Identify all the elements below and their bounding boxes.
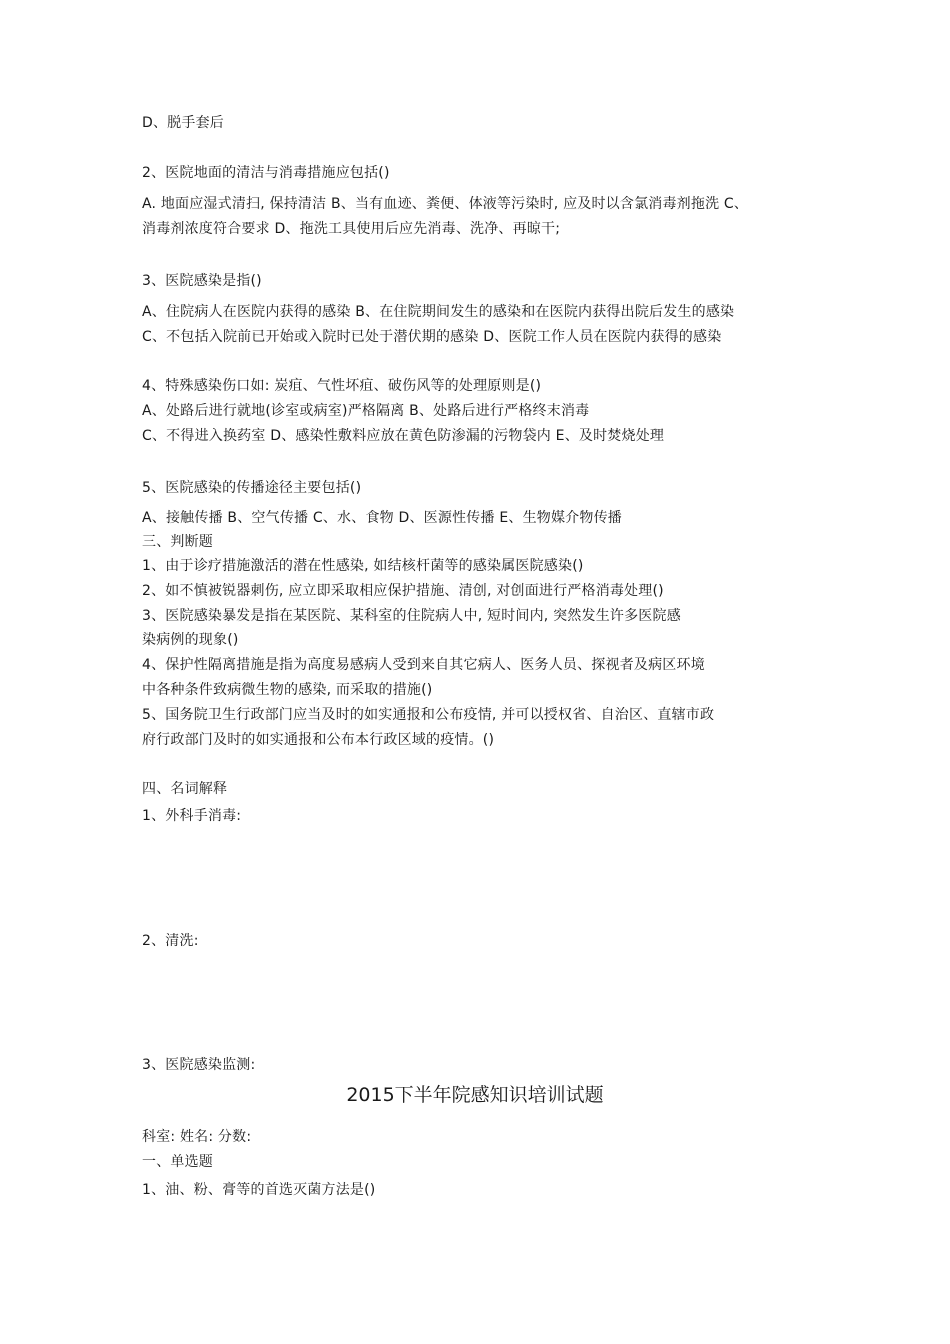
judge-line: 染病例的现象() (142, 632, 239, 648)
judge-line: 中各种条件致病微生物的感染, 而采取的措施() (142, 682, 433, 698)
judge-line: 1、由于诊疗措施激活的潜在性感染, 如结核杆菌等的感染属医院感染() (142, 558, 584, 574)
q5-options-line1: A、接触传播 B、空气传播 C、水、食物 D、医源性传播 E、生物媒介物传播 (142, 510, 622, 526)
judge-line: 5、国务院卫生行政部门应当及时的如实通报和公布疫情, 并可以授权省、自治区、直辖市政 (142, 707, 715, 723)
q5-stem: 5、医院感染的传播途径主要包括() (142, 480, 362, 496)
exam-info-line: 科室: 姓名: 分数: (142, 1129, 252, 1145)
q4-options-line1: A、处路后进行就地(诊室或病室)严格隔离 B、处路后进行严格终末消毒 (142, 403, 590, 419)
q3-options-line2: C、不包括入院前已开始或入院时已处于潜伏期的感染 D、医院工作人员在医院内获得的感染 (142, 329, 722, 345)
judge-line: 4、保护性隔离措施是指为高度易感病人受到来自其它病人、医务人员、探视者及病区环境 (142, 657, 705, 673)
option-d-fragment: D、脱手套后 (142, 115, 224, 131)
term-item-3: 3、医院感染监测: (142, 1057, 256, 1073)
judge-line: 府行政部门及时的如实通报和公布本行政区域的疫情。() (142, 732, 495, 748)
term-item-2: 2、清洗: (142, 933, 199, 949)
q2-options-line2: 消毒剂浓度符合要求 D、拖洗工具使用后应先消毒、洗净、再晾干; (142, 221, 561, 237)
term-item-1: 1、外科手消毒: (142, 808, 242, 824)
q2-stem: 2、医院地面的清洁与消毒措施应包括() (142, 165, 390, 181)
exam-title: 2015下半年院感知识培训试题 (346, 1084, 604, 1106)
q4-options-line2: C、不得进入换药室 D、感染性敷料应放在黄色防渗漏的污物袋内 E、及时焚烧处理 (142, 428, 665, 444)
judge-line: 2、如不慎被锐器刺伤, 应立即采取相应保护措施、清创, 对创面进行严格消毒处理() (142, 583, 664, 599)
section3-heading: 三、判断题 (142, 534, 213, 550)
q2-options-line1: A. 地面应湿式清扫, 保持清洁 B、当有血迹、粪便、体液等污染时, 应及时以含氯消毒剂拖洗 C、 (142, 196, 749, 212)
single-choice-q1: 1、油、粉、膏等的首选灭菌方法是() (142, 1182, 376, 1198)
q4-stem: 4、特殊感染伤口如: 炭疽、气性坏疽、破伤风等的处理原则是() (142, 378, 542, 394)
section1-heading: 一、单选题 (142, 1154, 213, 1170)
judge-line: 3、医院感染暴发是指在某医院、某科室的住院病人中, 短时间内, 突然发生许多医院感 (142, 608, 681, 624)
q3-options-line1: A、住院病人在医院内获得的感染 B、在住院期间发生的感染和在医院内获得出院后发生的感染 (142, 304, 735, 320)
section4-heading: 四、名词解释 (142, 781, 228, 797)
q3-stem: 3、医院感染是指() (142, 273, 262, 289)
